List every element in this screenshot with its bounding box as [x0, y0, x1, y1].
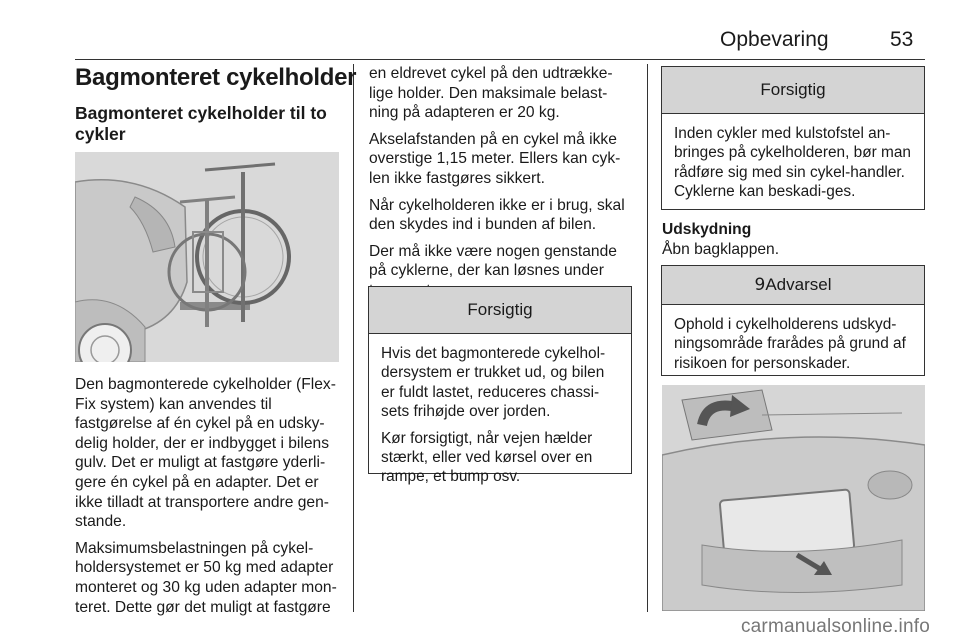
warning-box [661, 265, 925, 376]
caution-title: Forsigtig [662, 67, 924, 114]
paragraph: Maksimumsbelastningen på cykel-holdersystemet er 50 kg med adapter monteret og 30 kg uden adapter mon-teret. Dette gør det muligt at fastgøre [75, 539, 337, 616]
paragraph: Den bagmonterede cykelholder (Flex-Fix system) kan anvendes til fastgørelse af én cykel på en udsky-delig holder, der er indbygget i bilens gulv. Det er muligt at fastgøre yderli-gere én cykel på en adapter. Det er ikke tilladt at transportere andre gen-stande. [75, 376, 336, 531]
page-header-title: Opbevaring [720, 28, 829, 51]
caution-box [661, 66, 925, 210]
caution-box [368, 286, 632, 486]
warning-title: Advarsel [765, 275, 832, 294]
paragraph: Når cykelholderen ikke er i brug, skal den skydes ind i bunden af bilen. [369, 196, 625, 234]
paragraph: Akselafstanden på en cykel må ikke overstige 1,15 meter. Ellers kan cyk-len ikke fastgøres sikkert. [369, 130, 621, 187]
bike-rack-extraction-illustration [662, 385, 925, 611]
watermark: carmanualsonline.info [740, 616, 930, 637]
paragraph: Der må ikke være nogen genstande på cyklerne, der kan løsnes under [369, 242, 617, 280]
column-1-text [75, 375, 341, 624]
section-heading: Bagmonteret cykelholder [75, 64, 357, 91]
warning-text: Ophold i cykelholderens udskyd-ningsområde frarådes på grund af risikoen for personskader. [674, 316, 906, 372]
page-number: 53 [890, 28, 914, 51]
warning-heading [662, 266, 924, 305]
instruction: Åbn bagklappen. [662, 240, 780, 258]
caution-text: Hvis det bagmonterede cykelhol-dersystem er trukket ud, og bilen er fuldt lastet, reduceres chassi-sets frihøjde over jorden. [381, 345, 606, 421]
column-2-text [369, 64, 635, 308]
paragraph: en eldrevet cykel på den udtrække-lige holder. Den maksimale belast-ning på adapteren er 20 kg. [369, 65, 613, 122]
column-divider-2 [647, 64, 648, 612]
caution-title: Forsigtig [369, 287, 631, 334]
caution-text: Inden cykler med kulstofstel an-bringes på cykelholderen, bør man rådføre sig med sin cykel-handler. Cyklerne kan beskadi-ges. [674, 125, 911, 201]
header-rule [75, 59, 925, 60]
column-divider-1 [353, 64, 354, 612]
bike-rack-illustration [75, 152, 339, 362]
warning-icon: 9 [754, 275, 766, 295]
caution-text: Kør forsigtigt, når vejen hælder stærkt, eller ved kørsel over en rampe, et bump osv. [381, 429, 593, 486]
subheading: Udskydning [662, 221, 752, 238]
column-3-text [662, 220, 926, 259]
section-subheading: Bagmonteret cykelholder til to cykler [75, 103, 327, 144]
